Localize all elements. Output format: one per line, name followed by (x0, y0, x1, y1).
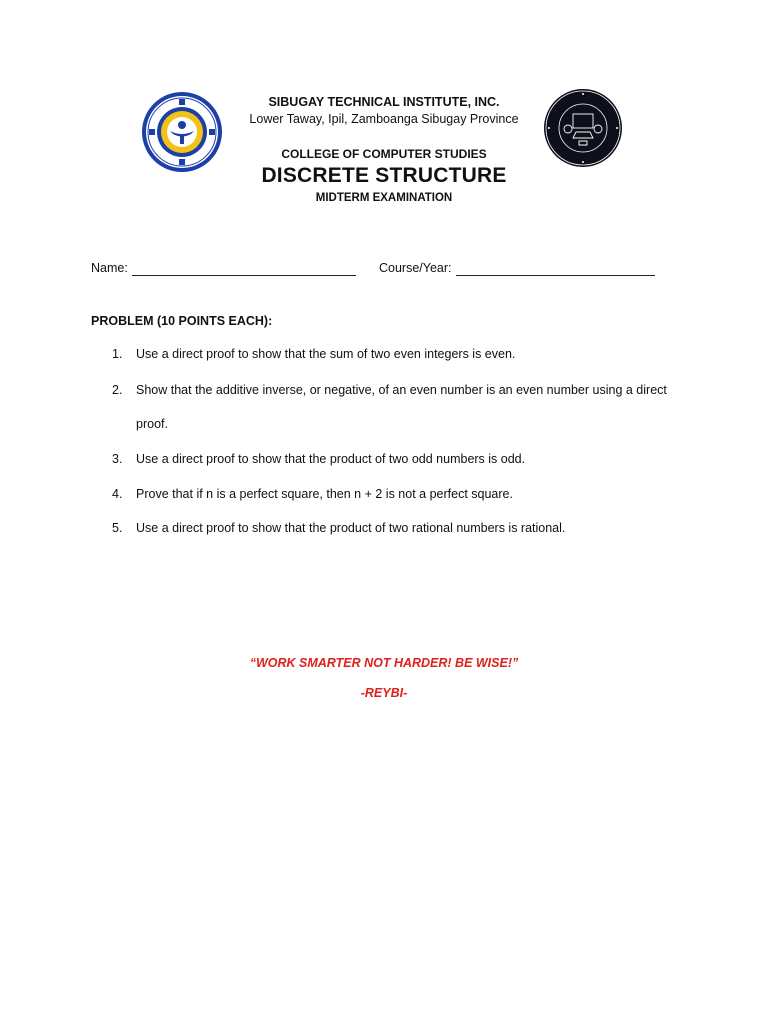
section-title: PROBLEM (10 POINTS EACH): (91, 314, 273, 328)
problem-number: 1. (112, 347, 123, 361)
name-blank[interactable] (132, 275, 356, 276)
problem-number: 3. (112, 452, 123, 466)
subject-title: DISCRETE STRUCTURE (261, 164, 507, 187)
problem-text-continued: proof. (136, 417, 168, 431)
problem-text: Use a direct proof to show that the product of two rational numbers is rational. (136, 521, 566, 535)
problem-text: Prove that if n is a perfect square, then n + 2 is not a perfect square. (136, 487, 513, 501)
name-label: Name: (91, 261, 128, 275)
problem-text: Use a direct proof to show that the product of two odd numbers is odd. (136, 452, 526, 466)
problem-number: 4. (112, 487, 123, 501)
motto-quote: “WORK SMARTER NOT HARDER! BE WISE!” (249, 656, 519, 670)
problem-text: Use a direct proof to show that the sum of two even integers is even. (136, 347, 516, 361)
course-year-blank[interactable] (456, 275, 655, 276)
institution-address: Lower Taway, Ipil, Zamboanga Sibugay Province (249, 112, 519, 126)
problem-text: Show that the additive inverse, or negative, of an even number is an even number using a direct (136, 383, 667, 397)
quote-author: -REYBI- (360, 686, 408, 700)
institution-name: SIBUGAY TECHNICAL INSTITUTE, INC. (268, 95, 500, 109)
course-year-label: Course/Year: (379, 261, 452, 275)
problem-number: 5. (112, 521, 123, 535)
problem-number: 2. (112, 383, 123, 397)
college-name: COLLEGE OF COMPUTER STUDIES (281, 147, 487, 161)
exam-title: MIDTERM EXAMINATION (315, 192, 453, 204)
